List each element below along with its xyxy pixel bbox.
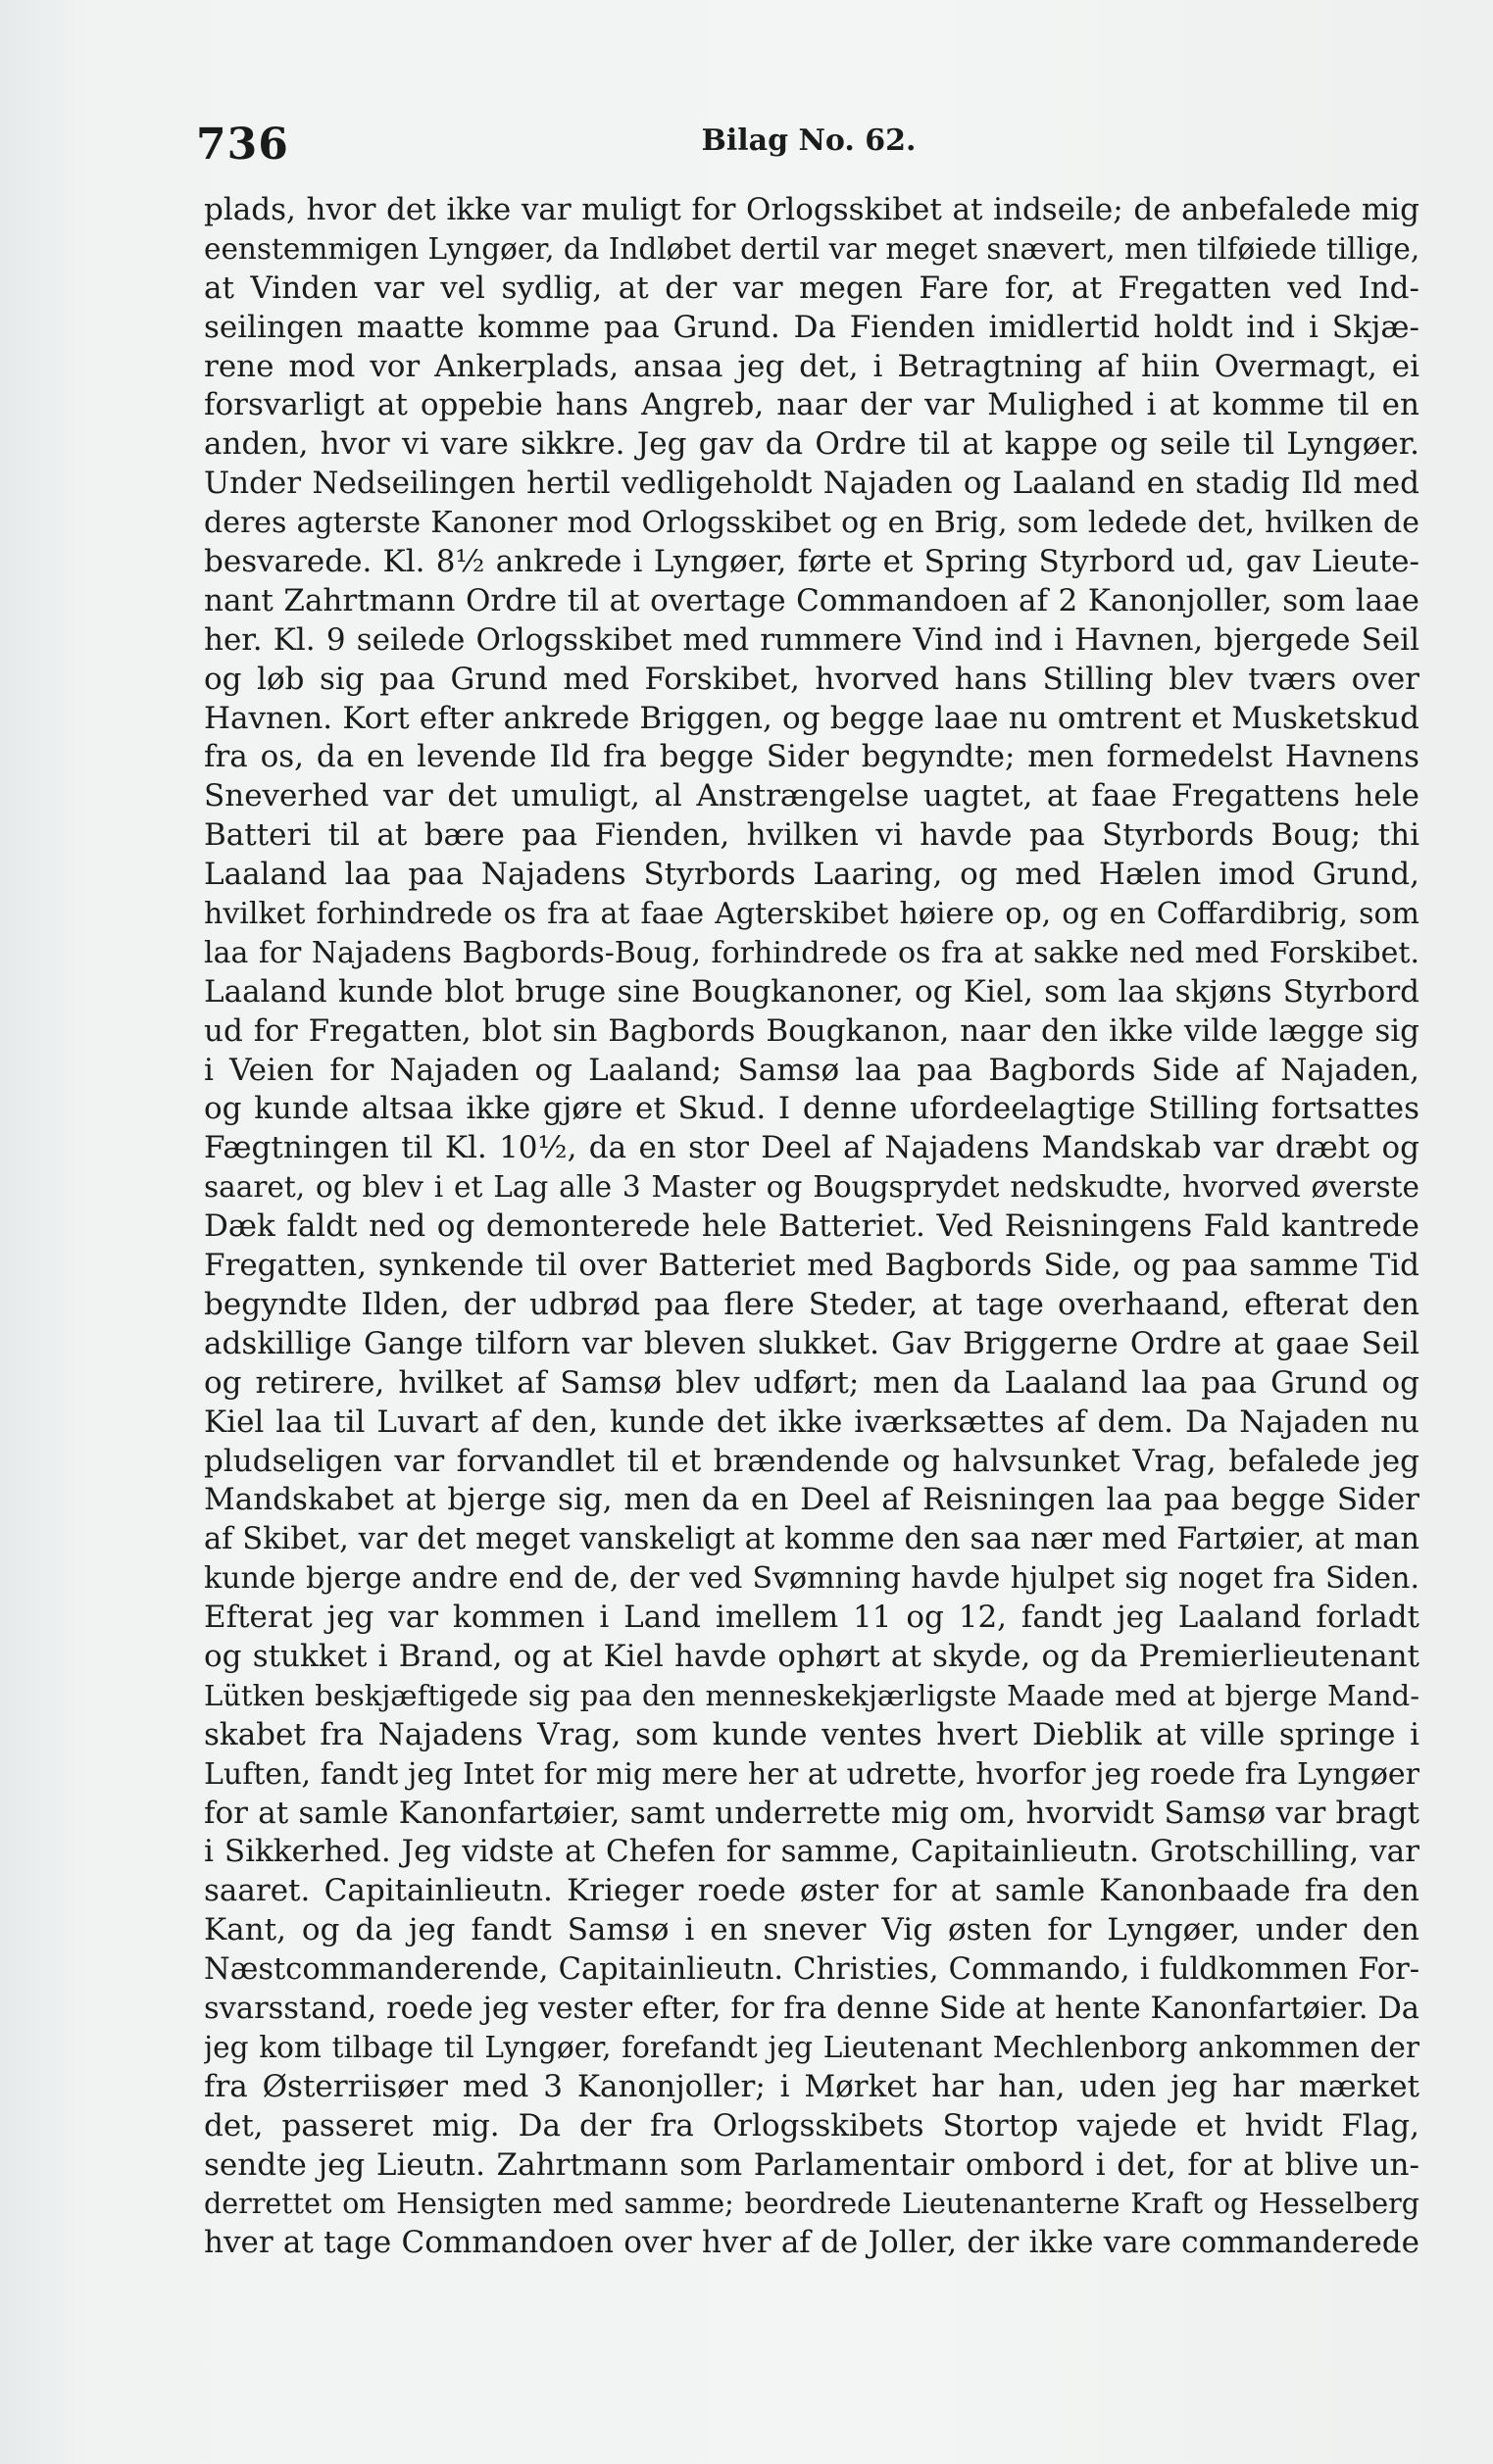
text-line: Laaland laa paa Najadens Styrbords Laaring, og med Hælen imod Grund, <box>204 857 1419 893</box>
text-line: Lütken beskjæftigede sig paa den menneskekjærligste Maade med at bjerge Mand- <box>204 1678 1419 1712</box>
text-line: og løb sig paa Grund med Forskibet, hvorved hans Stilling blev tværs over <box>204 661 1419 697</box>
text-line: Havnen. Kort efter ankrede Briggen, og begge laae nu omtrent et Musketskud <box>204 700 1419 736</box>
text-line: Fregatten, synkende til over Batteriet med Bagbords Side, og paa samme Tid <box>204 1248 1419 1284</box>
text-line: nant Zahrtmann Ordre til at overtage Commandoen af 2 Kanonjoller, som laae <box>204 582 1419 618</box>
text-line: og stukket i Brand, og at Kiel havde ophørt at skyde, og da Premierlieutenant <box>204 1638 1419 1674</box>
text-line: Kant, og da jeg fandt Samsø i en snever Vig østen for Lyngøer, under den <box>204 1912 1419 1948</box>
text-line: anden, hvor vi vare sikkre. Jeg gav da Ordre til at kappe og seile til Lyngøer. <box>204 426 1419 463</box>
body-text <box>204 191 1419 2263</box>
running-head: Bilag No. 62. <box>701 123 917 158</box>
text-line: Mandskabet at bjerge sig, men da en Deel af Reisningen laa paa begge Sider <box>204 1482 1419 1518</box>
text-line: og kunde altsaa ikke gjøre et Skud. I denne ufordeelagtige Stilling fortsattes <box>204 1091 1419 1127</box>
text-line: laa for Najadens Bagbords-Boug, forhindrede os fra at sakke ned med Forskibet. <box>204 935 1419 970</box>
text-line: Efterat jeg var kommen i Land imellem 11 og 12, fandt jeg Laaland forladt <box>204 1600 1419 1636</box>
text-line: Luften, fandt jeg Intet for mig mere her at udrette, hvorfor jeg roede fra Lyngøer <box>204 1756 1419 1792</box>
text-line: hvilket forhindrede os fra at faae Agterskibet høiere op, og en Coffardibrig, som <box>204 897 1419 932</box>
text-line: derrettet om Hensigten med samme; beordrede Lieutenanterne Kraft og Hesselberg <box>204 2188 1419 2221</box>
text-line: begyndte Ilden, der udbrød paa flere Steder, at tage overhaand, efterat den <box>204 1286 1419 1322</box>
text-line: svarsstand, roede jeg vester efter, for fra denne Side at hente Kanonfartøier. Da <box>204 1991 1419 2026</box>
text-line: sendte jeg Lieutn. Zahrtmann som Parlamentair ombord i det, for at blive un- <box>204 2146 1419 2183</box>
text-line: i Veien for Najaden og Laaland; Samsø laa paa Bagbords Side af Najaden, <box>204 1052 1419 1088</box>
text-line: Fægtningen til Kl. 10½, da en stor Deel af Najadens Mandskab var dræbt og <box>204 1130 1419 1166</box>
text-line: her. Kl. 9 seilede Orlogsskibet med rummere Vind ind i Havnen, bjergede Seil <box>204 621 1419 658</box>
text-line: rene mod vor Ankerplads, ansaa jeg det, i Betragtning af hiin Overmagt, ei <box>204 348 1419 384</box>
text-line: saaret. Capitainlieutn. Krieger roede øster for at samle Kanonbaade fra den <box>204 1873 1419 1909</box>
text-line: det, passeret mig. Da der fra Orlogsskibets Stortop vajede et hvidt Flag, <box>204 2107 1419 2144</box>
text-line: Kiel laa til Luvart af den, kunde det ikke iværksættes af dem. Da Najaden nu <box>204 1404 1419 1440</box>
text-line: plads, hvor det ikke var muligt for Orlogsskibet at indseile; de anbefalede mig <box>204 192 1419 227</box>
page-header <box>196 120 1421 178</box>
text-line: Under Nedseilingen hertil vedligeholdt Najaden og Laaland en stadig Ild med <box>204 466 1419 502</box>
text-line: Dæk faldt ned og demonterede hele Batteriet. Ved Reisningens Fald kantrede <box>204 1208 1419 1245</box>
text-line: Sneverhed var det umuligt, al Anstrængelse uagtet, at faae Fregattens hele <box>204 778 1419 814</box>
text-line: ud for Fregatten, blot sin Bagbords Bougkanon, naar den ikke vilde lægge sig <box>204 1012 1419 1049</box>
text-line: jeg kom tilbage til Lyngøer, forefandt jeg Lieutenant Mechlenborg ankommen der <box>204 2030 1419 2064</box>
text-line: Næstcommanderende, Capitainlieutn. Christies, Commando, i fuldkommen For- <box>204 1952 1419 1988</box>
text-line: at Vinden var vel sydlig, at der var megen Fare for, at Fregatten ved Ind- <box>204 270 1419 306</box>
text-line: for at samle Kanonfartøier, samt underrette mig om, hvorvidt Samsø var bragt <box>204 1795 1419 1831</box>
text-line: deres agterste Kanoner mod Orlogsskibet og en Brig, som ledede det, hvilken de <box>204 506 1419 541</box>
text-line: pludseligen var forvandlet til et brændende og halvsunket Vrag, befalede jeg <box>204 1443 1419 1479</box>
text-line: af Skibet, var det meget vanskeligt at komme den saa nær med Fartøier, at man <box>204 1522 1419 1557</box>
text-line: hver at tage Commandoen over hver af de Joller, der ikke vare commanderede <box>204 2225 1419 2261</box>
text-line: skabet fra Najadens Vrag, som kunde ventes hvert Dieblik at ville springe i <box>204 1716 1419 1752</box>
text-line: adskillige Gange tilforn var bleven slukket. Gav Briggerne Ordre at gaae Seil <box>204 1325 1419 1361</box>
text-line: fra os, da en levende Ild fra begge Sider begyndte; men formedelst Havnens <box>204 739 1419 775</box>
text-line: saaret, og blev i et Lag alle 3 Master og Bougsprydet nedskudte, hvorved øverste <box>204 1170 1419 1205</box>
text-line: eenstemmigen Lyngøer, da Indløbet dertil var meget snævert, men tilføiede tillige, <box>204 231 1419 266</box>
page-number: 736 <box>196 120 289 170</box>
text-line: i Sikkerhed. Jeg vidste at Chefen for samme, Capitainlieutn. Grotschilling, var <box>204 1834 1419 1870</box>
text-line: Laaland kunde blot bruge sine Bougkanoner, og Kiel, som laa skjøns Styrbord <box>204 973 1419 1010</box>
text-line: besvarede. Kl. 8½ ankrede i Lyngøer, førte et Spring Styrbord ud, gav Lieute- <box>204 544 1419 580</box>
text-line: og retirere, hvilket af Samsø blev udført; men da Laaland laa paa Grund og <box>204 1364 1419 1401</box>
text-line: fra Østerriisøer med 3 Kanonjoller; i Mørket har han, uden jeg har mærket <box>204 2068 1419 2104</box>
text-line: kunde bjerge andre end de, der ved Svømning havde hjulpet sig noget fra Siden. <box>204 1561 1419 1597</box>
text-line: Batteri til at bære paa Fienden, hvilken vi havde paa Styrbords Boug; thi <box>204 817 1419 854</box>
text-line: forsvarligt at oppebie hans Angreb, naar der var Mulighed i at komme til en <box>204 387 1419 423</box>
text-line: seilingen maatte komme paa Grund. Da Fienden imidlertid holdt ind i Skjæ- <box>204 309 1419 345</box>
